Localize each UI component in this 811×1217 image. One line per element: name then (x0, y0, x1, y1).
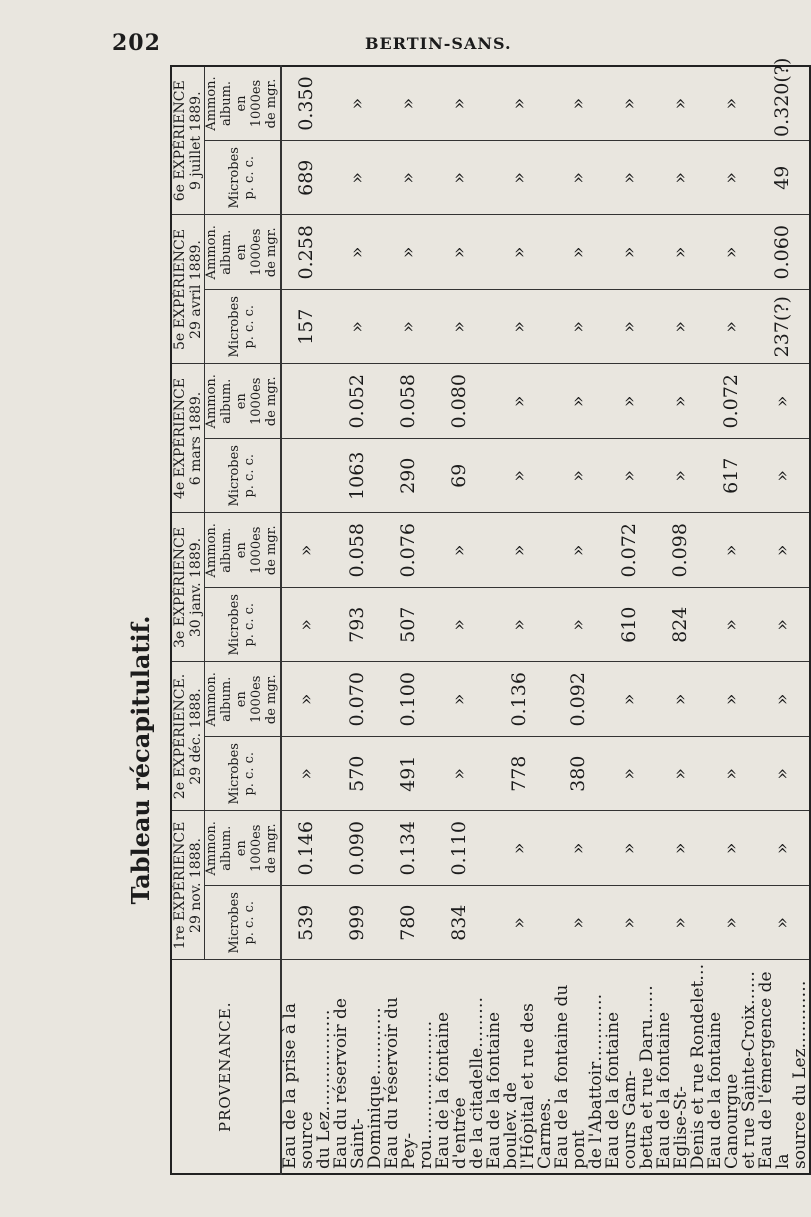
value-cell: » (281, 588, 333, 663)
value-cell: 0.072 (707, 364, 758, 439)
table-row (656, 66, 707, 1174)
provenance-cell: Eau de l'émergence de la source du Lez………… (758, 960, 810, 1174)
value-cell: » (554, 513, 605, 588)
value-cell: » (384, 215, 435, 290)
page-header (0, 0, 800, 70)
table-title: Tableau récapitulatif. (126, 615, 155, 905)
value-cell: » (554, 215, 605, 290)
microbes-header: Microbes p. c. c. (205, 588, 281, 663)
value-cell: 0.146 (281, 811, 333, 886)
value-cell: 0.072 (605, 513, 656, 588)
experience-header (171, 215, 205, 364)
value-cell: » (605, 290, 656, 365)
value-cell: » (707, 588, 758, 663)
value-cell: » (758, 513, 810, 588)
experience-date: 30 janv. 1889. (188, 537, 205, 638)
value-cell: 539 (281, 886, 333, 961)
table-row (281, 66, 333, 1174)
value-cell: 0.134 (384, 811, 435, 886)
value-cell: » (486, 811, 554, 886)
provenance-cell: Eau de la fontaine Canourgue et rue Sainte-Croix…… (707, 960, 758, 1174)
value-cell: 0.098 (656, 513, 707, 588)
provenance-cell: Eau de la fontaine boulev. de l'Hôpital et rue des Carmes. (486, 960, 554, 1174)
value-cell: » (333, 215, 384, 290)
value-cell: » (435, 588, 486, 663)
value-cell: » (486, 439, 554, 514)
value-cell: 778 (486, 737, 554, 812)
value-cell: » (554, 364, 605, 439)
experience-date: 29 nov. 1888. (188, 838, 205, 933)
value-cell: » (605, 215, 656, 290)
table-row (435, 66, 486, 1174)
value-cell: » (486, 290, 554, 365)
ammon-header: Ammon. album. en 1000es de mgr. (205, 811, 281, 886)
ammon-header: Ammon. album. en 1000es de mgr. (205, 364, 281, 439)
value-cell (281, 364, 333, 439)
value-cell: » (605, 364, 656, 439)
value-cell: » (605, 737, 656, 812)
value-cell: » (758, 662, 810, 737)
value-cell: » (758, 588, 810, 663)
microbes-header: Microbes p. c. c. (205, 439, 281, 514)
value-cell: 617 (707, 439, 758, 514)
table-row (554, 66, 605, 1174)
value-cell: » (656, 66, 707, 141)
value-cell: » (384, 290, 435, 365)
value-cell: » (435, 290, 486, 365)
value-cell: 780 (384, 886, 435, 961)
value-cell: 689 (281, 141, 333, 216)
provenance-cell: Eau du réservoir du Pey- rou………………… (384, 960, 435, 1174)
experience-title: 4e EXPÉRIENCE (172, 378, 188, 499)
value-cell: 0.080 (435, 364, 486, 439)
value-cell: » (435, 737, 486, 812)
table-row (333, 66, 384, 1174)
value-cell: 69 (435, 439, 486, 514)
value-cell: » (707, 141, 758, 216)
value-cell: » (656, 364, 707, 439)
value-cell: 237(?) (758, 290, 810, 365)
value-cell (281, 439, 333, 514)
value-cell: 570 (333, 737, 384, 812)
ammon-header: Ammon. album. en 1000es de mgr. (205, 662, 281, 737)
experience-title: 5e EXPÉRIENCE (172, 229, 188, 350)
experience-title: 3e EXPÉRIENCE (172, 527, 188, 648)
microbes-header: Microbes p. c. c. (205, 737, 281, 812)
value-cell: » (656, 662, 707, 737)
value-cell: » (435, 141, 486, 216)
value-cell: » (605, 141, 656, 216)
experience-date: 29 avril 1889. (188, 240, 205, 339)
value-cell: » (554, 588, 605, 663)
value-cell: 0.136 (486, 662, 554, 737)
value-cell: 0.110 (435, 811, 486, 886)
value-cell: » (435, 662, 486, 737)
value-cell: » (758, 811, 810, 886)
value-cell: » (656, 886, 707, 961)
value-cell: 0.092 (554, 662, 605, 737)
summary-table-container (170, 57, 810, 1175)
table-row (707, 66, 758, 1174)
value-cell: » (707, 513, 758, 588)
value-cell: » (707, 66, 758, 141)
experience-header (171, 513, 205, 662)
value-cell: » (656, 141, 707, 216)
value-cell: » (281, 662, 333, 737)
value-cell: 834 (435, 886, 486, 961)
value-cell: » (758, 439, 810, 514)
value-cell: » (486, 513, 554, 588)
value-cell: 824 (656, 588, 707, 663)
running-head: BERTIN-SANS. (365, 34, 512, 53)
value-cell: » (486, 66, 554, 141)
value-cell: 0.350 (281, 66, 333, 141)
experience-date: 29 déc. 1888. (188, 688, 205, 785)
microbes-header: Microbes p. c. c. (205, 141, 281, 216)
value-cell: » (486, 364, 554, 439)
page-number: 202 (112, 30, 161, 56)
experience-header (171, 811, 205, 960)
provenance-cell: Eau de la fontaine cours Gam- betta et rue Daru…… (605, 960, 656, 1174)
header-row-experiences (171, 66, 205, 1174)
value-cell: » (605, 886, 656, 961)
value-cell: 1063 (333, 439, 384, 514)
provenance-cell: Eau de la fontaine du pont de l'Abattoir………… (554, 960, 605, 1174)
value-cell: » (384, 141, 435, 216)
value-cell: » (707, 290, 758, 365)
value-cell: » (605, 66, 656, 141)
experience-header (171, 66, 205, 215)
microbes-header: Microbes p. c. c. (205, 290, 281, 365)
value-cell: » (435, 66, 486, 141)
value-cell: » (554, 66, 605, 141)
provenance-cell: Eau de la prise à la source du Lez……………… (281, 960, 333, 1174)
value-cell: 0.060 (758, 215, 810, 290)
experience-date: 9 juillet 1889. (188, 91, 205, 191)
summary-table (170, 57, 811, 1175)
value-cell: » (707, 737, 758, 812)
value-cell: » (605, 811, 656, 886)
experience-header (171, 662, 205, 811)
ammon-header: Ammon. album. en 1000es de mgr. (205, 215, 281, 290)
table-body (279, 57, 810, 1174)
value-cell: » (554, 886, 605, 961)
value-cell: » (435, 513, 486, 588)
ammon-header: Ammon. album. en 1000es de mgr. (205, 513, 281, 588)
value-cell: » (707, 215, 758, 290)
value-cell: » (384, 66, 435, 141)
value-cell: 157 (281, 290, 333, 365)
experience-title: 6e EXPÉRIENCE (172, 80, 188, 202)
value-cell: » (656, 290, 707, 365)
value-cell: » (554, 439, 605, 514)
table-row (486, 66, 554, 1174)
experience-date: 6 mars 1889. (188, 391, 205, 486)
value-cell: » (656, 439, 707, 514)
value-cell: » (605, 439, 656, 514)
value-cell: 491 (384, 737, 435, 812)
table-row (758, 66, 810, 1174)
value-cell: » (486, 588, 554, 663)
value-cell: 0.320(?) (758, 66, 810, 141)
value-cell: » (435, 215, 486, 290)
value-cell: » (486, 215, 554, 290)
value-cell: » (707, 811, 758, 886)
value-cell: 0.058 (333, 513, 384, 588)
experience-header (171, 364, 205, 513)
value-cell: 507 (384, 588, 435, 663)
provenance-header: PROVENANCE. (171, 960, 281, 1174)
value-cell: 0.076 (384, 513, 435, 588)
value-cell: 0.052 (333, 364, 384, 439)
experience-title: 1re EXPÉRIENCE (172, 821, 188, 950)
value-cell: » (656, 811, 707, 886)
value-cell: » (605, 662, 656, 737)
value-cell: 610 (605, 588, 656, 663)
value-cell: » (656, 215, 707, 290)
value-cell: » (758, 886, 810, 961)
value-cell: » (758, 364, 810, 439)
value-cell: 0.058 (384, 364, 435, 439)
value-cell: » (554, 811, 605, 886)
value-cell: 0.100 (384, 662, 435, 737)
value-cell: » (333, 66, 384, 141)
value-cell: 0.258 (281, 215, 333, 290)
value-cell: » (333, 290, 384, 365)
value-cell: 290 (384, 439, 435, 514)
microbes-header: Microbes p. c. c. (205, 886, 281, 961)
provenance-cell: Eau de la fontaine Eglise-St- Denis et rue Rondelet… (656, 960, 707, 1174)
table-row (384, 66, 435, 1174)
value-cell: 49 (758, 141, 810, 216)
value-cell: » (281, 737, 333, 812)
value-cell: 999 (333, 886, 384, 961)
value-cell: » (656, 737, 707, 812)
value-cell: 793 (333, 588, 384, 663)
value-cell: » (486, 141, 554, 216)
value-cell: 0.070 (333, 662, 384, 737)
value-cell: 0.090 (333, 811, 384, 886)
value-cell: » (758, 737, 810, 812)
value-cell: » (281, 513, 333, 588)
value-cell: » (554, 141, 605, 216)
value-cell: » (707, 662, 758, 737)
provenance-cell: Eau du réservoir de Saint- Dominique………… (333, 960, 384, 1174)
value-cell: 380 (554, 737, 605, 812)
provenance-cell: Eau de la fontaine d'entrée de la citadelle……… (435, 960, 486, 1174)
value-cell: » (707, 886, 758, 961)
value-cell: » (333, 141, 384, 216)
experience-title: 2e EXPÉRIENCE. (172, 673, 188, 800)
value-cell: » (486, 886, 554, 961)
ammon-header: Ammon. album. en 1000es de mgr. (205, 66, 281, 141)
value-cell: » (554, 290, 605, 365)
table-row (605, 66, 656, 1174)
